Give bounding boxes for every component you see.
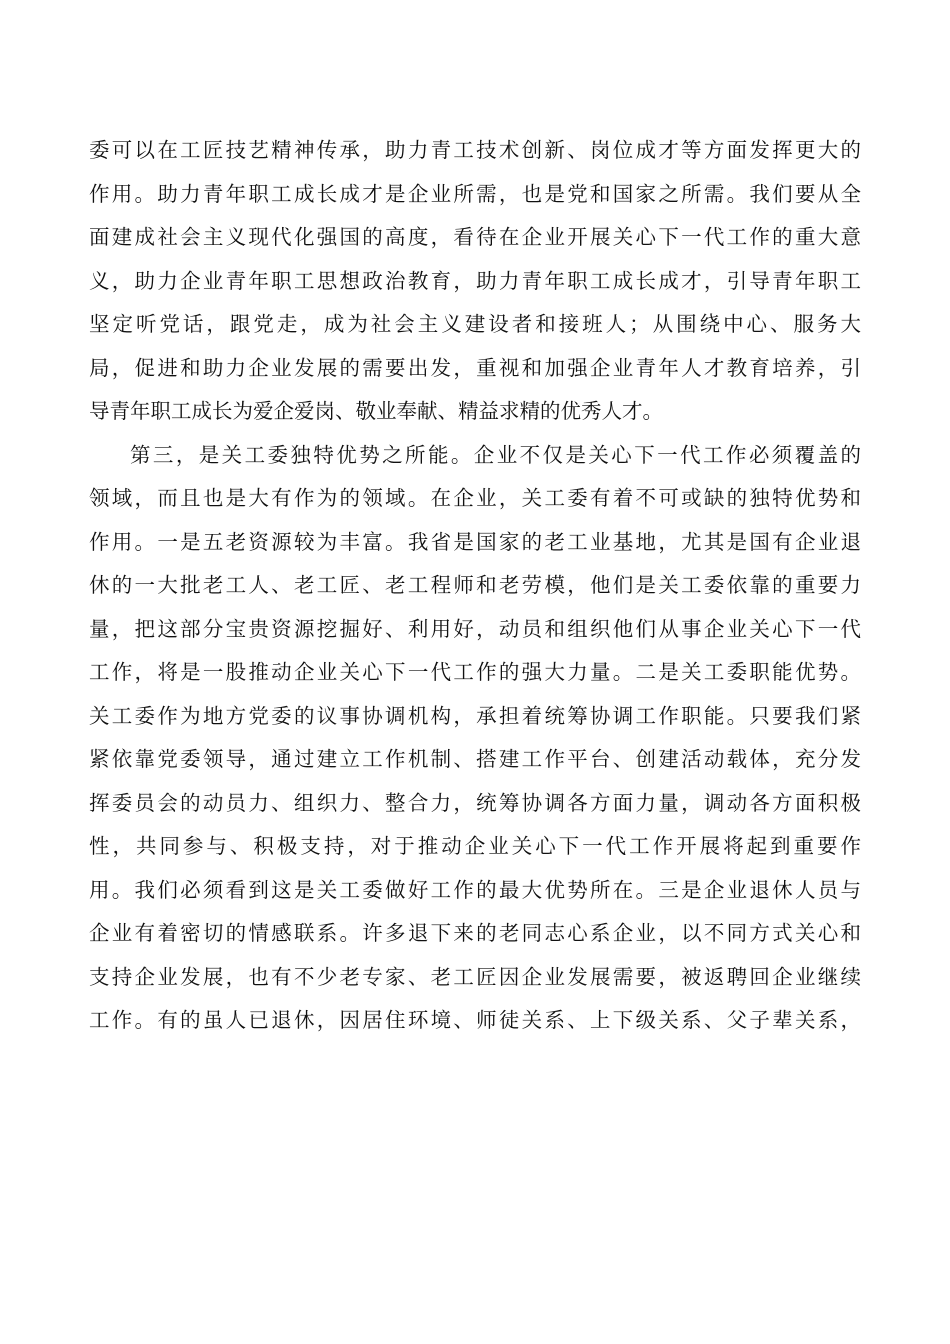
text-line: 用。我们必须看到这是关工委做好工作的最大优势所在。三是企业退休人员与 bbox=[89, 877, 861, 902]
text-line: 关工委作为地方党委的议事协调机构，承担着统筹协调工作职能。只要我们紧 bbox=[89, 703, 861, 728]
text-line: 挥委员会的动员力、组织力、整合力，统筹协调各方面力量，调动各方面积极 bbox=[89, 790, 861, 815]
text-line: 坚定听党话，跟党走，成为社会主义建设者和接班人；从围绕中心、服务大 bbox=[89, 312, 861, 336]
text-line: 面建成社会主义现代化强国的高度，看待在企业开展关心下一代工作的重大意 bbox=[89, 225, 861, 249]
text-line: 导青年职工成长为爱企爱岗、敬业奉献、精益求精的优秀人才。 bbox=[89, 399, 663, 423]
text-line: 性，共同参与、积极支持，对于推动企业关心下一代工作开展将起到重要作 bbox=[89, 834, 861, 858]
text-line: 作用。一是五老资源较为丰富。我省是国家的老工业基地，尤其是国有企业退 bbox=[89, 529, 861, 554]
document-page bbox=[89, 129, 861, 1043]
text-line: 委可以在工匠技艺精神传承，助力青工技术创新、岗位成才等方面发挥更大的 bbox=[89, 138, 861, 162]
paragraph-1 bbox=[89, 129, 861, 434]
text-line: 义，助力企业青年职工思想政治教育，助力青年职工成长成才，引导青年职工 bbox=[89, 268, 861, 293]
text-line: 第三，是关工委独特优势之所能。企业不仅是关心下一代工作必须覆盖的 bbox=[130, 442, 861, 467]
text-line: 领域，而且也是大有作为的领域。在企业，关工委有着不可或缺的独特优势和 bbox=[89, 486, 861, 510]
text-line: 支持企业发展，也有不少老专家、老工匠因企业发展需要，被返聘回企业继续 bbox=[89, 964, 861, 989]
text-line: 作用。助力青年职工成长成才是企业所需，也是党和国家之所需。我们要从全 bbox=[89, 181, 861, 206]
text-line: 工作。有的虽人已退休，因居住环境、师徒关系、上下级关系、父子辈关系， bbox=[89, 1008, 861, 1032]
text-line: 工作，将是一股推动企业关心下一代工作的强大力量。二是关工委职能优势。 bbox=[89, 660, 861, 684]
text-line: 休的一大批老工人、老工匠、老工程师和老劳模，他们是关工委依靠的重要力 bbox=[89, 573, 861, 597]
paragraph-2 bbox=[89, 434, 861, 1043]
text-line: 局，促进和助力企业发展的需要出发，重视和加强企业青年人才教育培养，引 bbox=[89, 355, 861, 380]
text-line: 量，把这部分宝贵资源挖掘好、利用好，动员和组织他们从事企业关心下一代 bbox=[89, 616, 861, 641]
text-line: 企业有着密切的情感联系。许多退下来的老同志心系企业，以不同方式关心和 bbox=[89, 921, 861, 945]
text-line: 紧依靠党委领导，通过建立工作机制、搭建工作平台、创建活动载体，充分发 bbox=[89, 747, 861, 771]
